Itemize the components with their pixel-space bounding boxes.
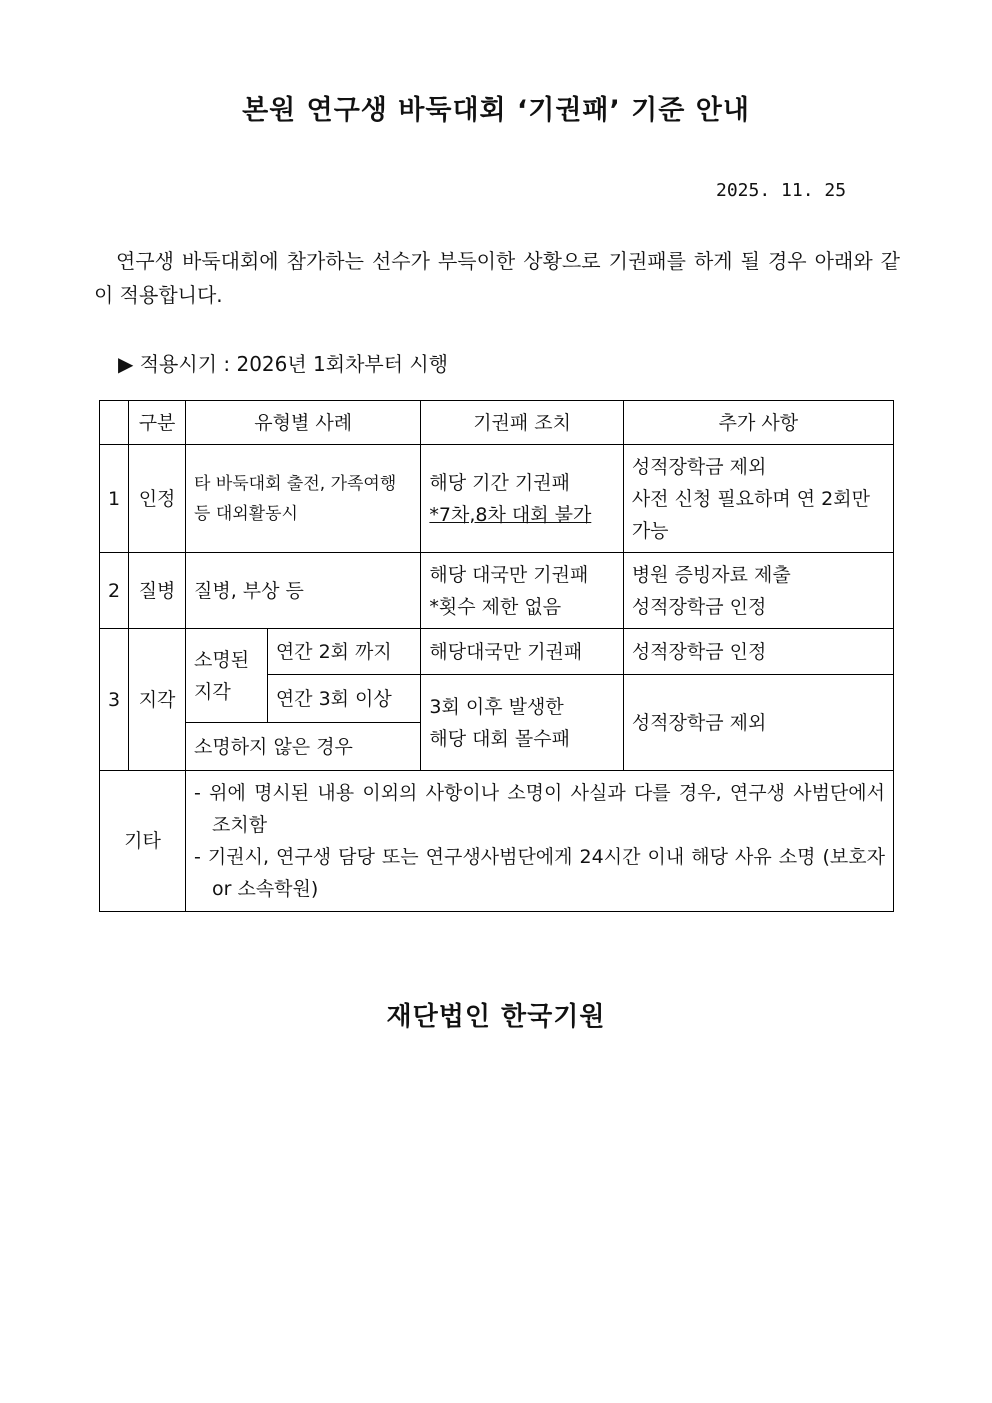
extra-line: 성적장학금 인정: [631, 595, 767, 618]
other-notes: [186, 771, 894, 912]
row-category: 질병: [129, 553, 186, 629]
row-number: 3: [100, 629, 129, 771]
note-item: - 기권시, 연구생 담당 또는 연구생사범단에게 24시간 이내 해당 사유 소명 (보호자 or 소속학원): [194, 846, 885, 900]
row-number: 1: [100, 445, 129, 553]
header-category: 구분: [129, 401, 186, 445]
table-row-other: [100, 771, 894, 912]
table-header-row: [100, 401, 894, 445]
row-case: 질병, 부상 등: [186, 553, 421, 629]
row-action: [421, 553, 623, 629]
table-row: [100, 445, 894, 553]
issuer-name: 재단법인 한국기원: [386, 1002, 606, 1032]
row-category: 지각: [129, 629, 186, 771]
row-number: 2: [100, 553, 129, 629]
action-note: *7차,8차 대회 불가: [429, 503, 592, 526]
header-case: 유형별 사례: [186, 401, 421, 445]
action-line: 해당 대회 몰수패: [429, 727, 570, 750]
intro-paragraph: [94, 244, 900, 312]
action-note: *횟수 제한 없음: [429, 595, 562, 618]
header-action: 기권패 조치: [421, 401, 623, 445]
row-category: 인정: [129, 445, 186, 553]
row-extra: [623, 445, 893, 553]
sub-group-label: 소명된 지각: [186, 629, 268, 723]
row-extra: 성적장학금 인정: [623, 629, 893, 675]
table-row: [100, 629, 894, 675]
row-action: 해당대국만 기권패: [421, 629, 623, 675]
sub-case: 소명하지 않은 경우: [186, 723, 421, 771]
other-label: 기타: [100, 771, 186, 912]
intro-text: 연구생 바둑대회에 참가하는 선수가 부득이한 상황으로 기권패를 하게 될 경우 아래와 같이 적용합니다.: [94, 249, 900, 307]
row-extra: 성적장학금 제외: [623, 675, 893, 771]
sub-case: 연간 2회 까지: [267, 629, 421, 675]
extra-line: 성적장학금 제외: [631, 455, 767, 478]
header-blank-cell: [100, 401, 129, 445]
row-extra: [623, 553, 893, 629]
action-line: 해당 대국만 기권패: [429, 563, 589, 586]
document-date: 2025. 11. 25: [716, 180, 847, 201]
extra-line: 사전 신청 필요하며 연 2회만 가능: [631, 487, 870, 542]
forfeit-criteria-table: [99, 400, 894, 912]
header-extra: 추가 사항: [623, 401, 893, 445]
action-line: 3회 이후 발생한: [429, 695, 564, 718]
row-action: [421, 445, 623, 553]
extra-line: 병원 증빙자료 제출: [631, 563, 791, 586]
applied-period: ▶ 적용시기 : 2026년 1회차부터 시행: [118, 352, 449, 376]
row-action: [421, 675, 623, 771]
sub-case: 연간 3회 이상: [267, 675, 421, 723]
page-title: 본원 연구생 바둑대회 ‘기권패’ 기준 안내: [242, 95, 750, 126]
action-line: 해당 기간 기권패: [429, 471, 570, 494]
row-case: 타 바둑대회 출전, 가족여행 등 대외활동시: [186, 445, 421, 553]
note-item: - 위에 명시된 내용 이외의 사항이나 소명이 사실과 다를 경우, 연구생 사범단에서 조치함: [194, 782, 885, 836]
table-row: [100, 553, 894, 629]
